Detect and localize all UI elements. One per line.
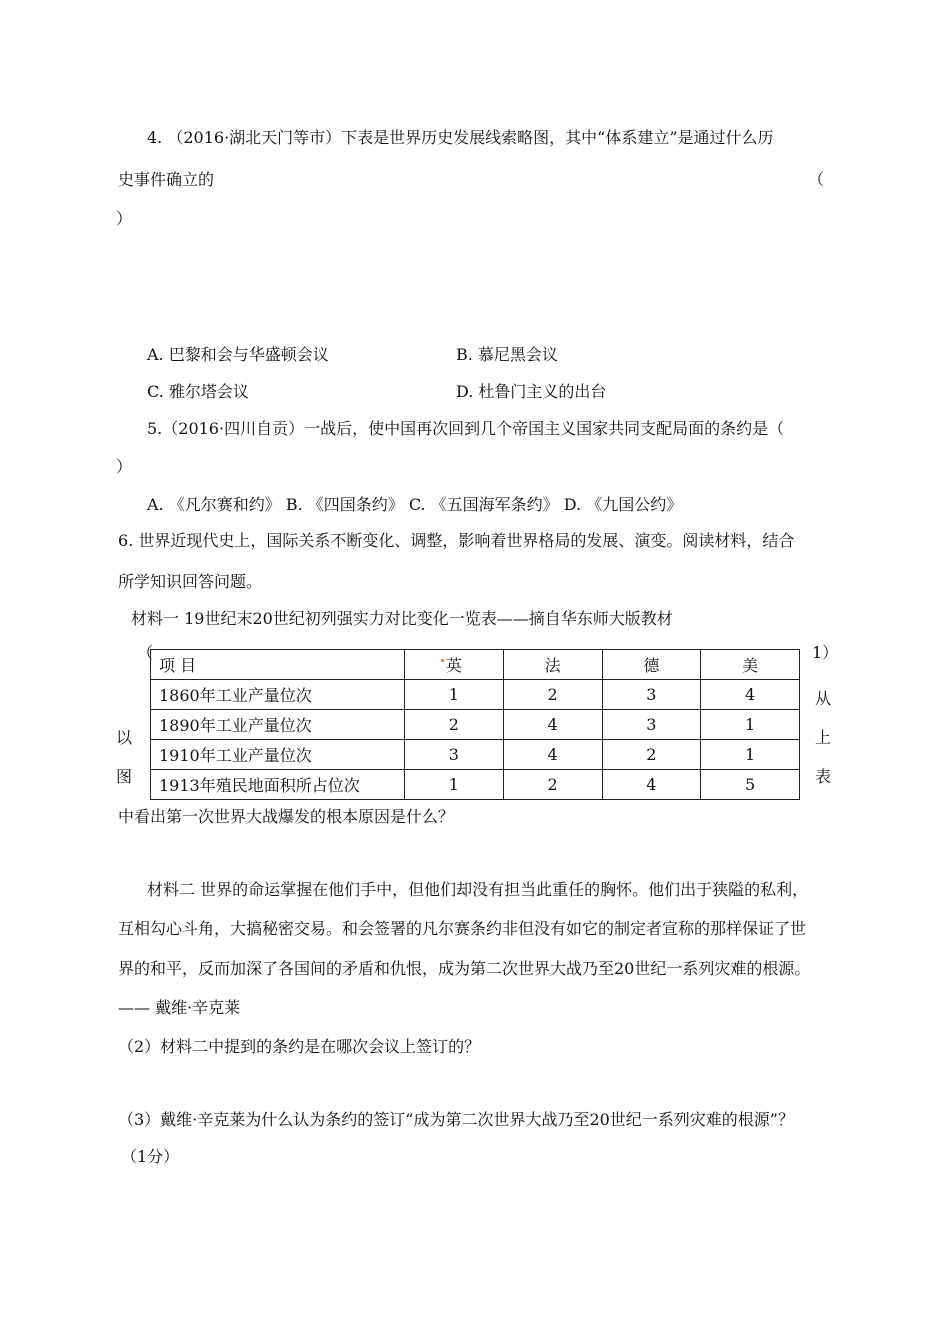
q1-right-char-1: 从 [815, 689, 832, 708]
material2-line3: 界的和平，反而加深了各国间的矛盾和仇恨，成为第二次世界大战乃至20世纪一系列灾难的根源。 [118, 959, 811, 978]
material2-line1: 材料二 世界的命运掌握在他们手中，但他们却没有担当此重任的胸怀。他们出于狭隘的私利， [147, 880, 809, 899]
table-cell: 2 [405, 710, 504, 740]
q4-option-d: D. 杜鲁门主义的出台 [456, 382, 607, 401]
table-cell: 4 [503, 740, 602, 770]
q4-line1: 4. （2016·湖北天门等市）下表是世界历史发展线索略图，其中“体系建立”是通过什么历 [147, 128, 774, 147]
q4-option-a: A. 巴黎和会与华盛顿会议 [147, 345, 329, 364]
q5-paren-close: ） [116, 457, 133, 476]
material2-line2: 互相勾心斗角，大搞秘密交易。和会签署的凡尔赛条约非但没有如它的制定者宣称的那样保证了世 [118, 919, 807, 938]
table-row [151, 710, 800, 740]
table-header-cell: 德 [602, 650, 701, 680]
q1-left-char-2: 图 [116, 767, 133, 786]
q4-option-b: B. 慕尼黑会议 [456, 345, 558, 364]
table-row [151, 770, 800, 800]
table-cell: 4 [602, 770, 701, 800]
q4-paren-close: ） [116, 209, 133, 228]
table-cell: 1913年殖民地面积所占位次 [151, 770, 405, 800]
table-cell: 2 [602, 740, 701, 770]
table-header-row [151, 650, 800, 680]
material2-source: —— 戴维·辛克莱 [118, 998, 241, 1017]
question-2: （2）材料二中提到的条约是在哪次会议上签订的？ [118, 1037, 481, 1056]
q1-right-char-3: 表 [815, 767, 832, 786]
q1-question-tail: 中看出第一次世界大战爆发的根本原因是什么？ [118, 807, 455, 826]
table-cell: 1 [405, 680, 504, 710]
table-cell: 3 [405, 740, 504, 770]
table-row [151, 740, 800, 770]
table-cell: 2 [503, 680, 602, 710]
question-3-score: （1分） [121, 1147, 180, 1166]
table-cell: 3 [602, 680, 701, 710]
table-cell: 3 [602, 710, 701, 740]
table-cell: 2 [503, 770, 602, 800]
q6-intro-line2: 所学知识回答问题。 [118, 572, 263, 591]
table-header-cell: 英 [405, 650, 504, 680]
table-cell: 4 [701, 680, 800, 710]
powers-comparison-table [150, 649, 800, 800]
q5-line1: 5.（2016·四川自贡）一战后，使中国再次回到几个帝国主义国家共同支配局面的条约是（ [147, 419, 785, 438]
q4-line2: 史事件确立的 [118, 170, 215, 189]
stray-mark [441, 659, 444, 662]
q4-paren-open: （ [808, 170, 825, 189]
table-cell: 1 [701, 740, 800, 770]
table-header-cell: 法 [503, 650, 602, 680]
q4-option-c: C. 雅尔塔会议 [147, 382, 249, 401]
question-3: （3）戴维·辛克莱为什么认为条约的签订“成为第二次世界大战乃至20世纪一系列灾难的根源”？ [118, 1110, 794, 1129]
table-cell: 5 [701, 770, 800, 800]
table-cell: 1 [405, 770, 504, 800]
table-header-cell: 美 [701, 650, 800, 680]
table-cell: 1890年工业产量位次 [151, 710, 405, 740]
material1-title: 材料一 19世纪末20世纪初列强实力对比变化一览表——摘自华东师大版教材 [131, 609, 673, 628]
table-header-cell: 项 目 [151, 650, 405, 680]
table-cell: 1860年工业产量位次 [151, 680, 405, 710]
table-row [151, 680, 800, 710]
table-cell: 1910年工业产量位次 [151, 740, 405, 770]
q5-options: A. 《凡尔赛和约》 B. 《四国条约》 C. 《五国海军条约》 D. 《九国公约》 [147, 495, 683, 514]
q1-left-paren: （ [137, 643, 154, 662]
table-cell: 1 [701, 710, 800, 740]
q1-right-char-2: 上 [815, 728, 832, 747]
q1-right-number: 1） [812, 643, 839, 662]
table-cell: 4 [503, 710, 602, 740]
q6-intro-line1: 6. 世界近现代史上，国际关系不断变化、调整，影响着世界格局的发展、演变。阅读材料，结合 [118, 531, 795, 550]
q1-left-char-1: 以 [116, 728, 133, 747]
